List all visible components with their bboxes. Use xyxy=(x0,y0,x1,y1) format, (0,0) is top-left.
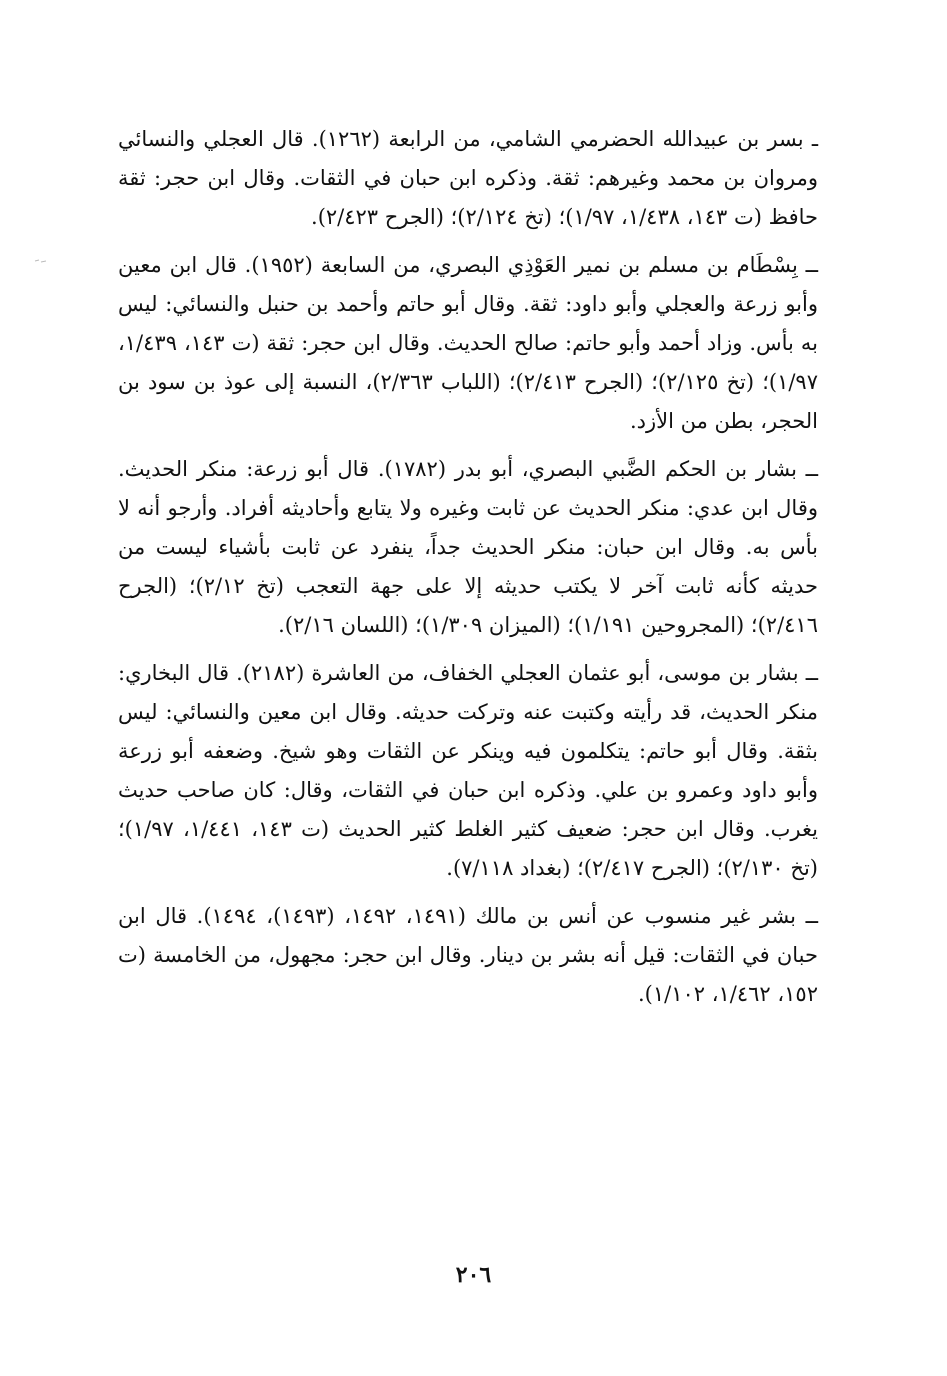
entry-bashar-bin-al-hakam: ــ بشار بن الحكم الضَّبي البصري، أبو بدر (١٧٨٢). قال أبو زرعة: منكر الحديث. وقال ابن عدي: منكر الحديث عن ثابت وغيره ولا يتابع وأحاديثه أفراد. وأرجو أنه لا بأس به. وقال ابن حبان: منكر الحديث جداً، ينفرد عن ثابت بأشياء ليست من حديثه كأنه ثابت آخر لا يكتب حديثه إلا على جهة التعجب (تخ ٢/١٢)؛ (الجرح ٢/٤١٦)؛ (المجروحين ١/١٩١)؛ (الميزان ١/٣٠٩)؛ (اللسان ٢/١٦). xyxy=(118,457,818,637)
page-number: ٢٠٦ xyxy=(455,1262,492,1288)
margin-speck-mark xyxy=(34,258,48,264)
entry-bashar-bin-musa: ــ بشار بن موسى، أبو عثمان العجلي الخفاف، من العاشرة (٢١٨٢). قال البخاري: منكر الحديث، قد رأيته وكتبت عنه وتركت حديثه. وقال ابن معين والنسائي: ليس بثقة. وقال أبو حاتم: يتكلمون فيه وينكر عن الثقات وهو شيخ. وضعفه أبو زرعة وأبو داود وعمرو بن علي. وذكره ابن حبان في الثقات، وقال: كان صاحب حديث يغرب. وقال ابن حجر: ضعيف كثير الغلط كثير الحديث (ت ١٤٣، ١/٤٤١، ١/٩٧)؛ (تخ ٢/١٣٠)؛ (الجرح ٢/٤١٧)؛ (بغداد ٧/١١٨). xyxy=(118,661,818,880)
entry-bistam-bin-muslim: ــ بِسْطَام بن مسلم بن نمير العَوْذِي البصري، من السابعة (١٩٥٢). قال ابن معين وأبو زرعة والعجلي وأبو داود: ثقة. وقال أبو حاتم وأحمد بن حنبل والنسائي: ليس به بأس. وزاد أحمد وأبو حاتم: صالح الحديث. وقال ابن حجر: ثقة (ت ١٤٣، ١/٤٣٩، ١/٩٧)؛ (تخ ٢/١٢٥)؛ (الجرح ٢/٤١٣)؛ (اللباب ٢/٣٦٣)، النسبة إلى عوذ بن سود بن الحجر، بطن من الأزد. xyxy=(118,253,818,433)
main-text xyxy=(118,120,818,1023)
entry-busr-bin-ubaydillah: ـ بسر بن عبيدالله الحضرمي الشامي، من الرابعة (١٢٦٢). قال العجلي والنسائي ومروان بن محمد وغيرهم: ثقة. وذكره ابن حبان في الثقات. وقال ابن حجر: ثقة حافظ (ت ١٤٣، ١/٤٣٨، ١/٩٧)؛ (تخ ٢/١٢٤)؛ (الجرح ٢/٤٢٣). xyxy=(118,127,818,229)
entry-bishr-ghayr-mansub: ــ بشر غير منسوب عن أنس بن مالك (١٤٩١، ١٤٩٢، (١٤٩٣)، ١٤٩٤). قال ابن حبان في الثقات: قيل أنه بشر بن دينار. وقال ابن حجر: مجهول، من الخامسة (ت ١٥٢، ١/٤٦٢، ١/١٠٢). xyxy=(118,904,818,1006)
